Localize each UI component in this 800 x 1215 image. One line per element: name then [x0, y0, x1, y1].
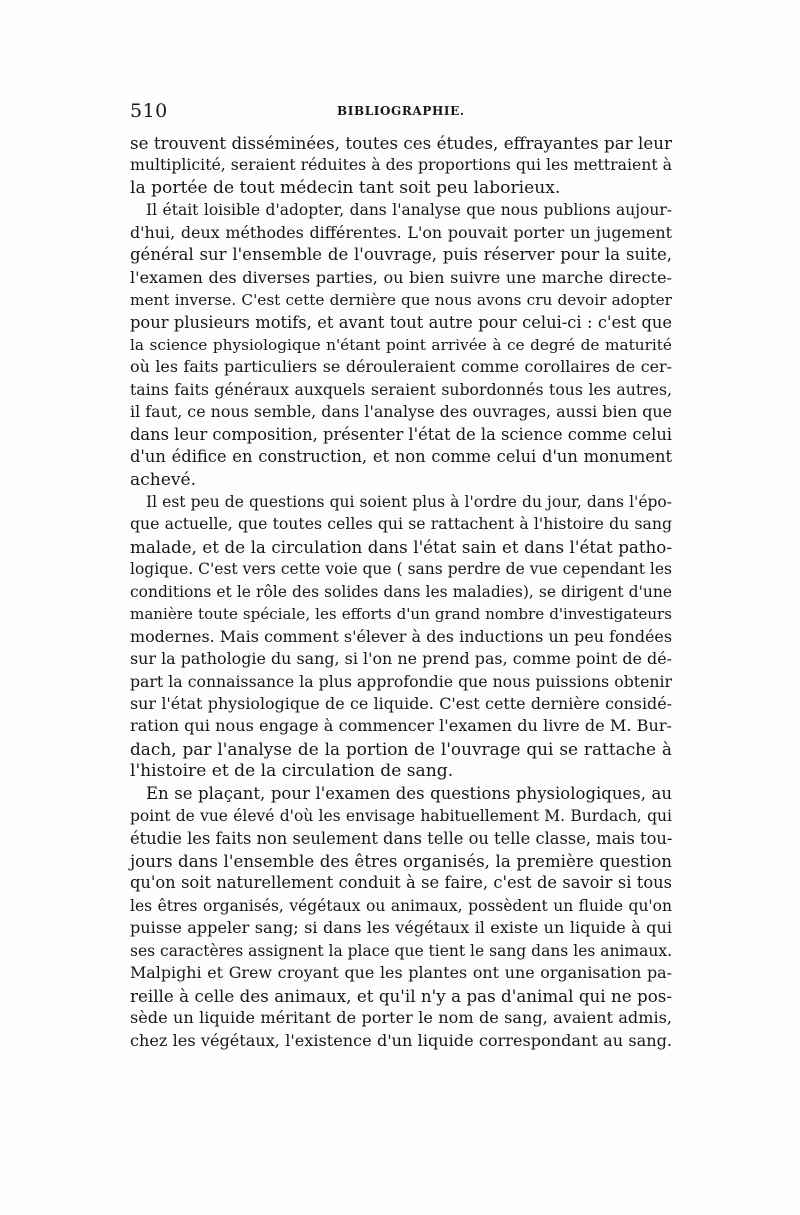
text-line: la portée de tout médecin tant soit peu laborieux. [130, 177, 561, 198]
text-line: se trouvent disséminées, toutes ces études, effrayantes par leur [130, 133, 672, 153]
text-line: achevé. [130, 469, 197, 490]
text-line: ment inverse. C'est cette dernière que nous avons cru devoir adopter [130, 291, 672, 310]
text-line: point de vue élevé d'où les envisage habituellement M. Burdach, qui [130, 807, 672, 826]
text-line: jours dans l'ensemble des êtres organisés, la première question [130, 851, 672, 871]
text-line: l'examen des diverses parties, ou bien suivre une marche directe- [130, 267, 672, 287]
text-line: dach, par l'analyse de la portion de l'ouvrage qui se rattache à [130, 738, 672, 759]
running-head [130, 100, 672, 124]
text-line: Il est peu de questions qui soient plus à l'ordre du jour, dans l'épo- [146, 493, 672, 511]
text-line: d'un édifice en construction, et non comme celui d'un monument [130, 447, 672, 467]
text-line: pour plusieurs motifs, et avant tout autre pour celui-ci : c'est que [130, 312, 672, 332]
text-line: étudie les faits non seulement dans telle ou telle classe, mais tou- [130, 828, 673, 848]
text-line: ses caractères assignent la place que tient le sang dans les animaux. [130, 941, 672, 960]
text-line: dans leur composition, présenter l'état de la science comme celui [130, 424, 673, 444]
text-line: reille à celle des animaux, et qu'il n'y a pas d'animal qui ne pos- [130, 985, 672, 1006]
text-line: que actuelle, que toutes celles qui se rattachent à l'histoire du sang [130, 514, 672, 534]
text-line: manière toute spéciale, les efforts d'un grand nombre d'investigateurs [130, 605, 672, 624]
text-line: conditions et le rôle des solides dans les maladies), se dirigent d'une [130, 582, 672, 601]
text-line: modernes. Mais comment s'élever à des inductions un peu fondées [130, 626, 672, 646]
text-line: la science physiologique n'étant point arrivée à ce degré de maturité [130, 335, 672, 354]
text-line: tains faits généraux auxquels seraient subordonnés tous les autres, [130, 379, 672, 399]
text-line: puisse appeler sang; si dans les végétaux il existe un liquide à qui [130, 918, 672, 938]
text-line: les êtres organisés, végétaux ou animaux, possèdent un fluide qu'on [130, 896, 672, 915]
text-line: ration qui nous engage à commencer l'examen du livre de M. Bur- [130, 716, 672, 736]
text-line: chez les végétaux, l'existence d'un liquide correspondant au sang. [130, 1030, 672, 1050]
text-line: multiplicité, seraient réduites à des proportions qui les mettraient à [130, 155, 672, 175]
text-line: sur l'état physiologique de ce liquide. C'est cette dernière considé- [130, 693, 672, 713]
running-title: BIBLIOGRAPHIE. [337, 104, 465, 118]
text-line: Il était loisible d'adopter, dans l'analyse que nous publions aujour- [146, 201, 672, 220]
body-text [130, 132, 672, 1052]
text-line: d'hui, deux méthodes différentes. L'on pouvait porter un jugement [130, 222, 672, 242]
text-line: part la connaissance la plus approfondie que nous puissions obtenir [130, 671, 672, 691]
text-line: malade, et de la circulation dans l'état sain et dans l'état patho- [130, 536, 672, 557]
text-line: En se plaçant, pour l'examen des questions physiologiques, au [146, 783, 672, 803]
text-line: sur la pathologie du sang, si l'on ne prend pas, comme point de dé- [130, 649, 672, 669]
text-line: où les faits particuliers se dérouleraient comme corollaires de cer- [130, 357, 672, 377]
text-line: l'histoire et de la circulation de sang. [130, 761, 454, 782]
text-line: qu'on soit naturellement conduit à se faire, c'est de savoir si tous [130, 873, 672, 893]
text-line: général sur l'ensemble de l'ouvrage, puis réserver pour la suite, [130, 245, 672, 265]
text-line: Malpighi et Grew croyant que les plantes ont une organisation pa- [130, 963, 672, 983]
text-line: il faut, ce nous semble, dans l'analyse des ouvrages, aussi bien que [130, 402, 673, 422]
text-line: sède un liquide méritant de porter le nom de sang, avaient admis, [130, 1008, 672, 1028]
page-number: 510 [130, 100, 168, 122]
text-line: logique. C'est vers cette voie que ( sans perdre de vue cependant les [130, 560, 672, 579]
